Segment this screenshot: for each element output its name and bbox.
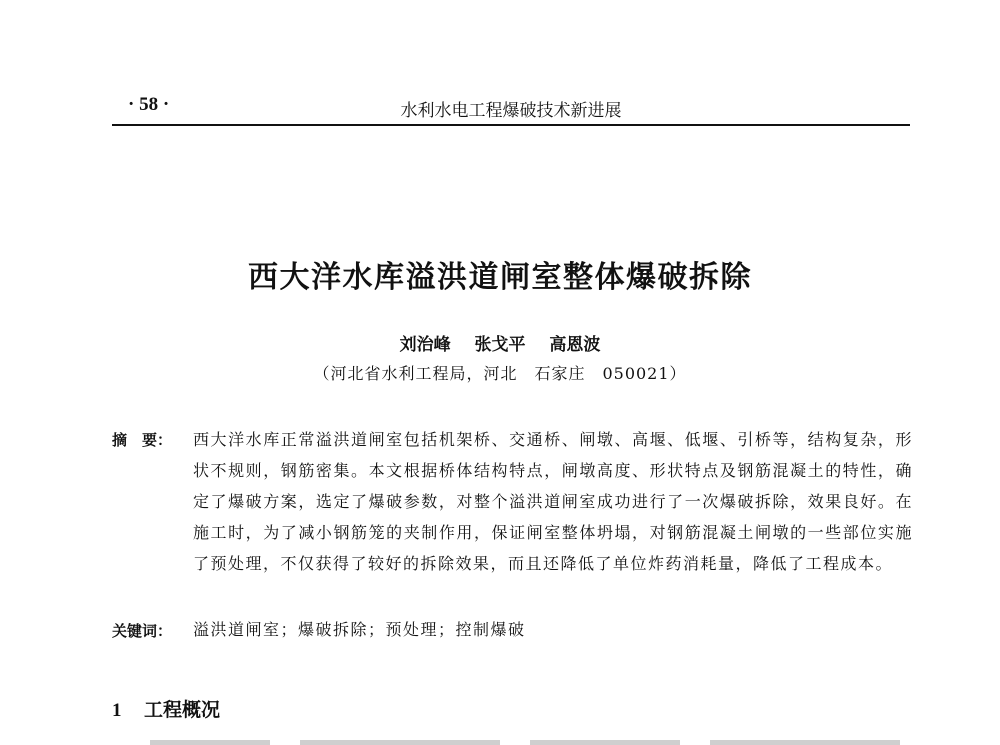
- keywords-label: 关键词：: [112, 622, 173, 640]
- affiliation: （河北省水利工程局，河北 石家庄 050021）: [313, 364, 687, 383]
- cut-off-text-line: [150, 738, 910, 745]
- page-number: · 58 ·: [128, 94, 170, 115]
- article-title: 西大洋水库溢洪道闸室整体爆破拆除: [248, 260, 752, 295]
- abstract-label: 摘 要：: [112, 431, 173, 449]
- keywords-text: 溢洪道闸室；爆破拆除；预处理；控制爆破: [193, 620, 526, 639]
- abstract-text: 西大洋水库正常溢洪道闸室包括机架桥、交通桥、闸墩、高堰、低堰、引桥等，结构复杂，形状不规则，钢筋密集。本文根据桥体结构特点，闸墩高度、形状特点及钢筋混凝土的特性，确定了爆破方案，选定了爆破参数，对整个溢洪道闸室成功进行了一次爆破拆除，效果良好。在施工时，为了减小钢筋笼的夹制作用，保证闸室整体坍塌，对钢筋混凝土闸墩的一些部位实施了预处理，不仅获得了较好的拆除效果，而且还降低了单位炸药消耗量，降低了工程成本。: [193, 430, 913, 573]
- author-name: 张戈平: [474, 335, 526, 355]
- section-heading: [112, 695, 220, 722]
- section-number: 1: [112, 700, 122, 721]
- author-name: 高恩波: [549, 335, 601, 355]
- author-list: [0, 330, 1000, 355]
- running-header: [112, 94, 910, 126]
- running-title: 水利水电工程爆破技术新进展: [400, 101, 622, 121]
- author-name: 刘治峰: [399, 335, 451, 355]
- section-title: 工程概况: [144, 699, 221, 721]
- header-rule: [112, 124, 910, 126]
